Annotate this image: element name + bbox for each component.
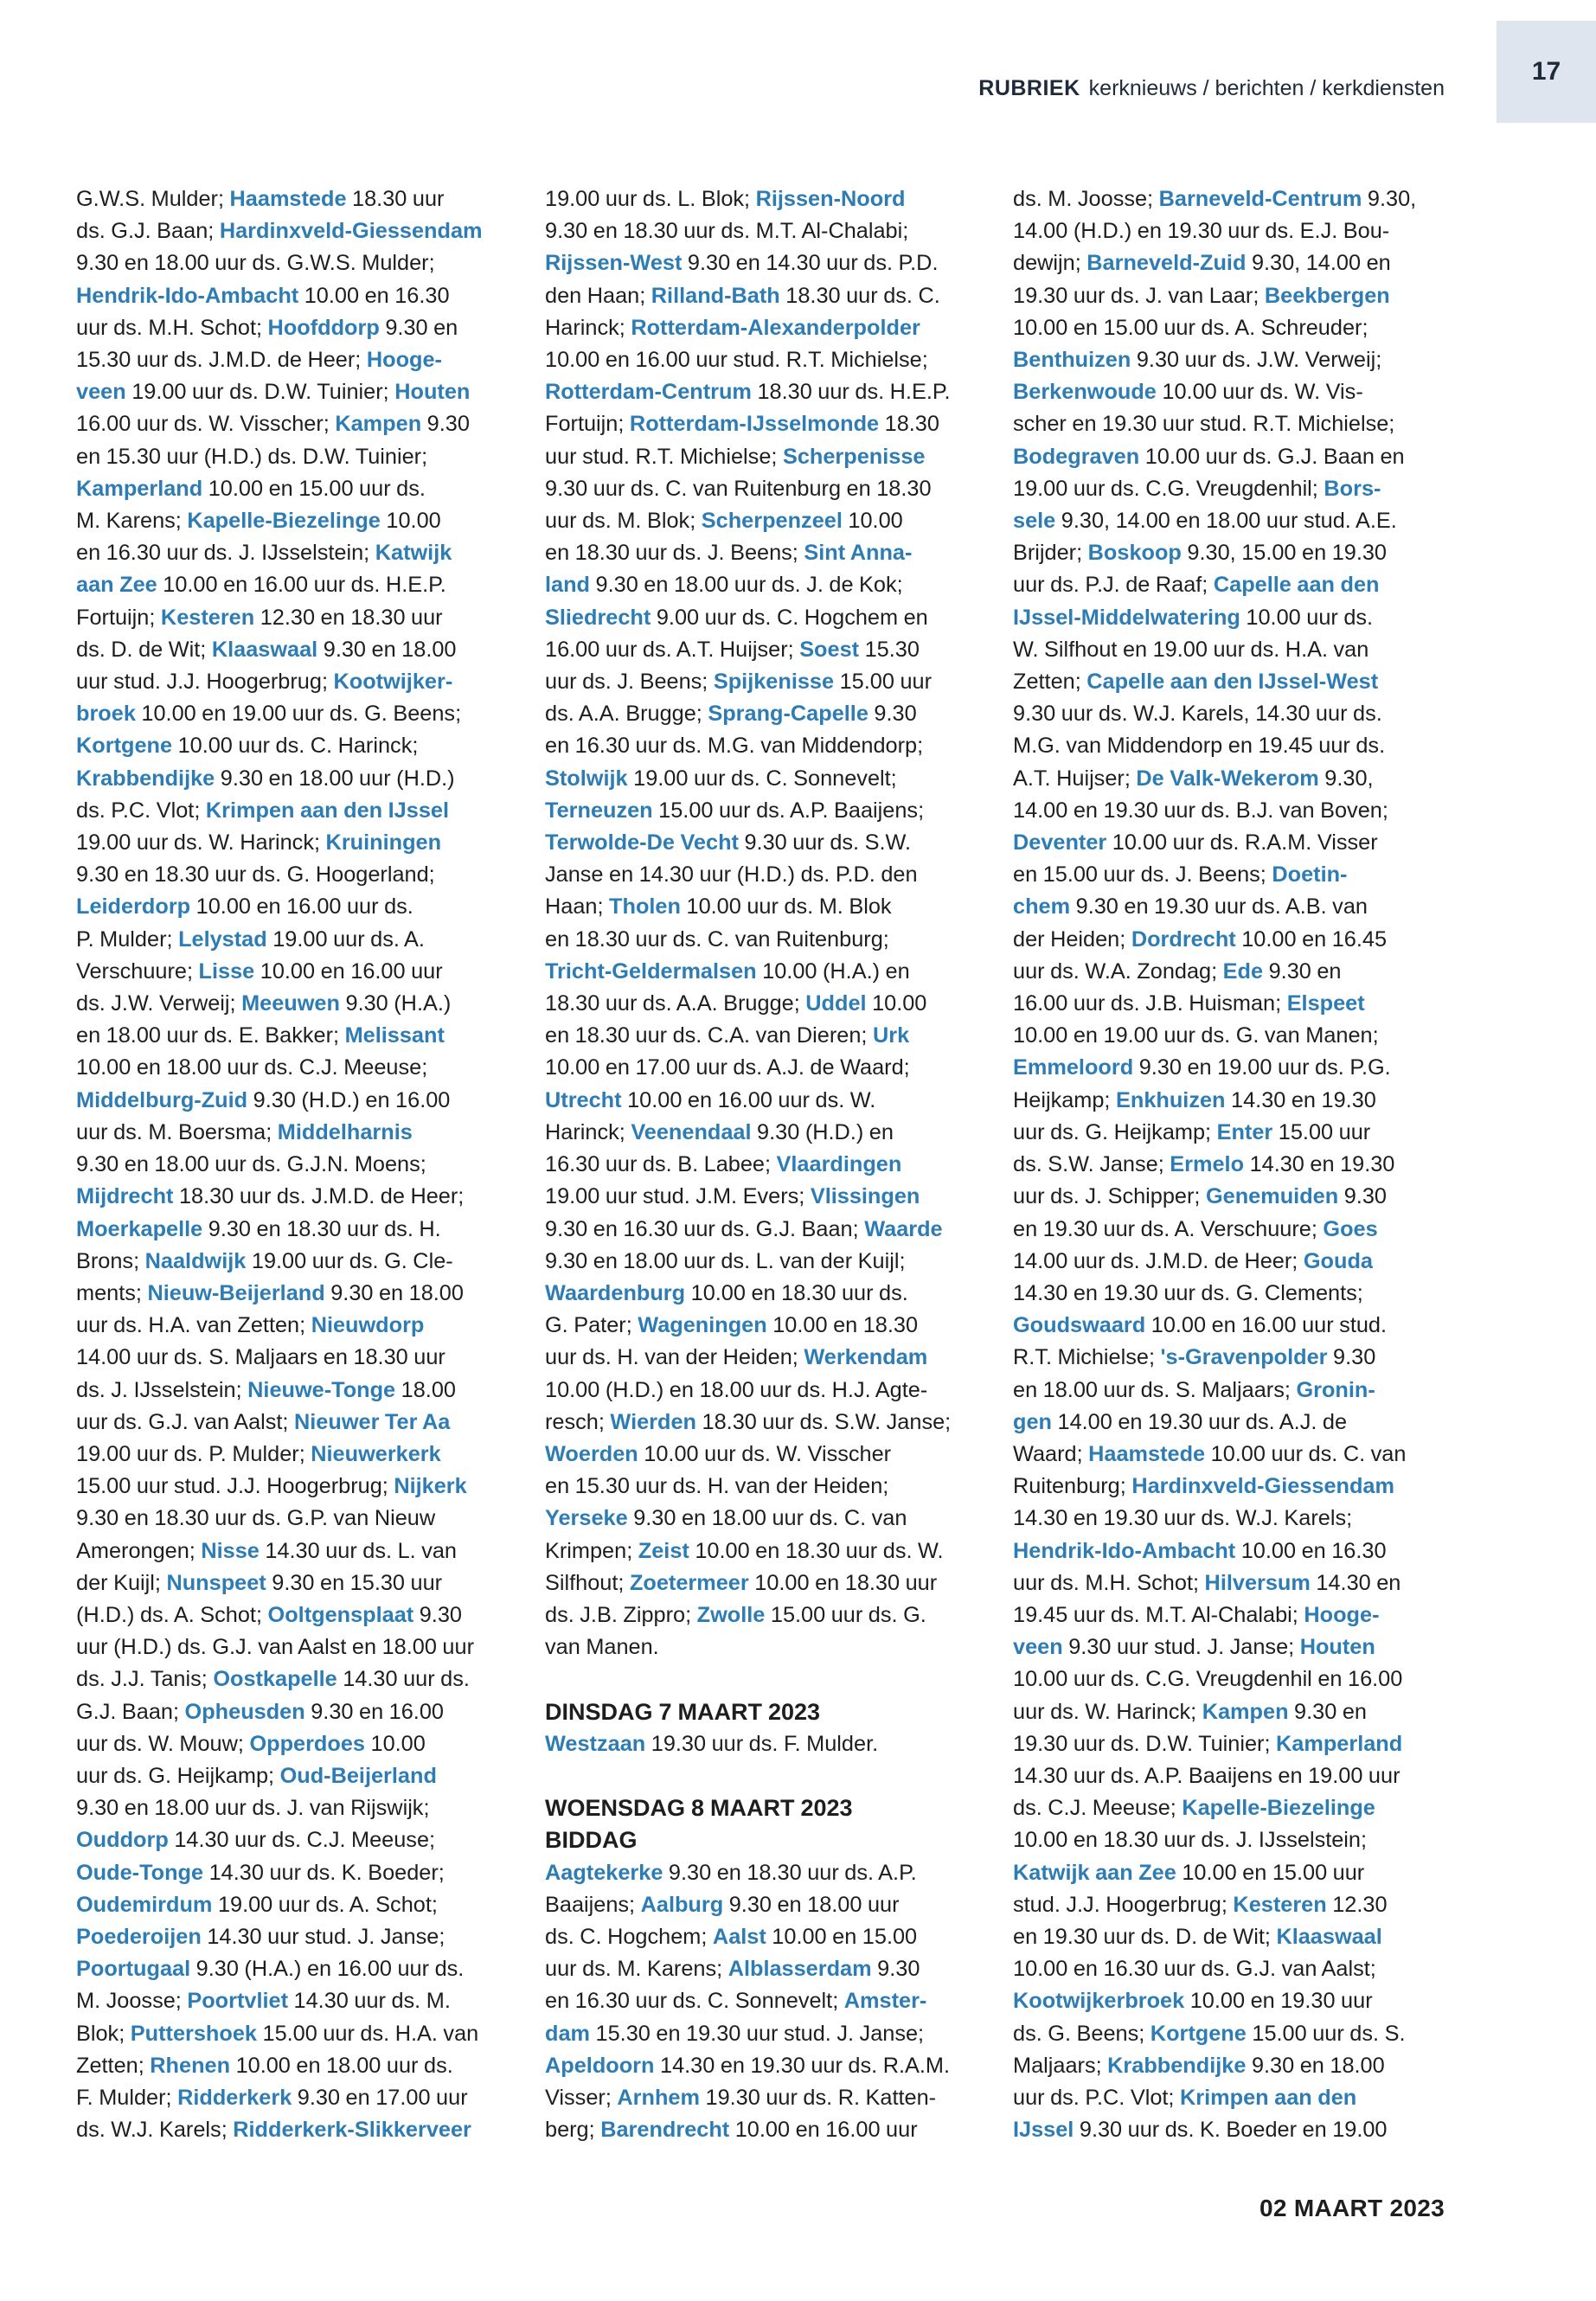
place-name: Lelystad (178, 926, 267, 952)
place-name: Hendrik-Ido-Ambacht (76, 283, 299, 308)
place-name: Krimpen aan den IJssel (205, 798, 449, 823)
place-name: Capelle aan den IJssel-West (1086, 670, 1379, 695)
place-name: Oudemirdum (76, 1892, 213, 1917)
place-name: Terneuzen (545, 798, 653, 823)
place-name: Wierden (610, 1409, 696, 1434)
place-name: Scherpenzeel (701, 509, 843, 534)
place-name: Woerden (545, 1441, 638, 1466)
date-heading: WOENSDAG 8 MAART 2023 BIDDAG (545, 1795, 853, 1854)
place-name: dam (545, 2021, 591, 2046)
place-name: Katwijk (375, 541, 452, 566)
place-name: Kapelle-Biezelinge (187, 509, 381, 534)
place-name: Barendrecht (600, 2118, 730, 2143)
place-name: Bors- (1324, 476, 1381, 501)
place-name: Nieuwer Ter Aa (294, 1409, 451, 1434)
service-listing: Aagtekerke 9.30 en 18.30 uur ds. A.P. Baaijens; Aalburg 9.30 en 18.00 uur ds. C. Hogchem; Aalst 10.00 en 15.00 uur ds. M. Karens; Alblasserdam 9.30 en 16.30 uur ds. C. Sonnevelt; Amster- dam 15.30 en 19.30 uur stud. J. Janse; Apeldoorn 14.30 en 19.30 uur ds. R.A.M. Visser; Arnhem 19.30 uur ds. R. Katten- berg; Barendrecht 10.00 en 16.00 uur (545, 1860, 951, 2143)
column-2 (545, 183, 982, 2146)
place-name: Vlaardingen (776, 1152, 902, 1177)
place-name: Rilland-Bath (651, 283, 780, 308)
place-name: Zwolle (696, 1602, 766, 1627)
place-name: Berkenwoude (1013, 380, 1157, 405)
place-name: Yerseke (545, 1506, 628, 1531)
place-name: Zoetermeer (629, 1570, 749, 1595)
place-name: Elspeet (1286, 991, 1365, 1016)
place-name: Poederoijen (76, 1924, 202, 1949)
place-name: Nunspeet (166, 1570, 266, 1595)
place-name: Leiderdorp (76, 894, 191, 920)
place-name: Waardenburg (545, 1280, 686, 1305)
place-name: Soest (799, 637, 860, 662)
place-name: Hilversum (1204, 1570, 1311, 1595)
place-name: Nieuwe-Tonge (247, 1377, 396, 1402)
place-name: Kruiningen (325, 830, 442, 856)
place-name: Middelharnis (277, 1119, 413, 1144)
place-name: land (545, 573, 591, 598)
place-name: Rijssen-West (545, 251, 683, 276)
place-name: Hardinxveld-Giessendam (219, 219, 483, 244)
place-name: Kampen (1202, 1699, 1289, 1724)
place-name: Melissant (344, 1023, 445, 1048)
place-name: Hendrik-Ido-Ambacht (1013, 1538, 1236, 1563)
place-name: Houten (394, 380, 471, 405)
place-name: Opperdoes (249, 1731, 365, 1756)
place-name: IJssel (1013, 2118, 1074, 2143)
place-name: Amster- (843, 1989, 927, 2014)
place-name: Deventer (1013, 830, 1107, 856)
place-name: Tholen (609, 894, 681, 920)
place-name: Werkendam (804, 1345, 928, 1370)
place-name: Aalburg (640, 1892, 724, 1917)
issue-date: 02 MAART 2023 (1259, 2195, 1445, 2221)
place-name: Scherpenisse (782, 444, 926, 469)
place-name: Zeist (638, 1538, 689, 1563)
place-name: Urk (872, 1023, 910, 1048)
place-name: Sprang-Capelle (708, 702, 869, 727)
place-name: Aagtekerke (545, 1860, 663, 1885)
place-name: Ridderkerk (177, 2085, 292, 2110)
place-name: Ridderkerk-Slikkerveer (233, 2118, 471, 2143)
place-name: Moerkapelle (76, 1216, 203, 1241)
place-name: Houten (1299, 1635, 1375, 1660)
place-name: Ooltgensplaat (267, 1602, 414, 1627)
place-name: Rotterdam-Centrum (545, 380, 752, 405)
place-name: Alblasserdam (727, 1957, 872, 1982)
place-name: veen (1013, 1635, 1063, 1660)
place-name: broek (76, 702, 136, 727)
place-name: Nisse (201, 1538, 260, 1563)
place-name: Puttershoek (130, 2021, 257, 2046)
place-name: Vlissingen (810, 1184, 920, 1209)
place-name: Aalst (712, 1924, 766, 1949)
section-header (978, 76, 1445, 101)
service-listing: G.W.S. Mulder; Haamstede 18.30 uur ds. G.J. Baan; Hardinxveld-Giessendam 9.30 en 18.00 uur ds. G.W.S. Mulder; Hendrik-Ido-Ambacht 10.00 en 16.30 uur ds. M.H. Schot; Hoofddorp 9.30 en 15.30 uur ds. J.M.D. de Heer; Hooge- veen 19.00 uur ds. D.W. Tuinier; Houten 16.00 uur ds. W. Visscher; Kampen 9.30 en 15.30 uur (H.D.) ds. D.W. Tuinier; Kamperland 10.00 en 15.00 uur ds. M. Karens; Kapelle-Biezelinge 10.00 en 16.30 uur ds. J. IJsselstein; Katwijk aan Zee 10.00 en 16.00 uur ds. H.E.P. Fortuijn; Kesteren 12.30 en 18.30 uur ds. D. de Wit; Klaaswaal 9.30 en 18.00 uur stud. J.J. Hoogerbrug; Kootwijker- broek 10.00 en 19.00 uur ds. G. Beens; Kortgene 10.00 uur ds. C. Harinck; Krabbendijke 9.30 en 18.00 uur (H.D.) ds. P.C. Vlot; Krimpen aan den IJssel 19.00 uur ds. W. Harinck; Kruiningen 9.30 en 18.30 uur ds. G. Hoogerland; Leiderdorp 10.00 en 16.00 uur ds. P. Mulder; Lelystad 19.00 uur ds. A. Verschuure; Lisse 10.00 en 16.00 uur ds. J.W. Verweij; Meeuwen 9.30 (H.A.) en 18.00 uur ds. E. Bakker; Melissant 10.00 en 18.00 uur ds. C.J. Meeuse; Middelburg-Zuid 9.30 (H.D.) en 16.00 uur ds. M. Boersma; Middelharnis 9.30 en 18.00 uur ds. G.J.N. Moens; Mijdrecht 18.30 uur ds. J.M.D. de Heer; Moerkapelle 9.30 en 18.30 uur ds. H. Brons; Naaldwijk 19.00 uur ds. G. Cle- ments; Nieuw-Beijerland 9.30 en 18.00 uur ds. H.A. van Zetten; Nieuwdorp 14.00 uur ds. S. Maljaars en 18.30 uur ds. J. IJsselstein; Nieuwe-Tonge 18.00 uur ds. G.J. van Aalst; Nieuwer Ter Aa 19.00 uur ds. P. Mulder; Nieuwerkerk 15.00 uur stud. J.J. Hoogerbrug; Nijkerk 9.30 en 18.30 uur ds. G.P. van Nieuw Amerongen; Nisse 14.30 uur ds. L. van der Kuijl; Nunspeet 9.30 en 15.30 uur (H.D.) ds. A. Schot; Ooltgensplaat 9.30 uur (H.D.) ds. G.J. van Aalst en 18.00 uur ds. J.J. Tanis; Oostkapelle 14.30 uur ds. G.J. Baan; Opheusden 9.30 en 16.00 uur ds. W. Mouw; Opperdoes 10.00 uur ds. G. Heijkamp; Oud-Beijerland 9.30 en 18.00 uur ds. J. van Rijswijk; Ouddorp 14.30 uur ds. C.J. Meeuse; Oude-Tonge 14.30 uur ds. K. Boeder; Oudemirdum 19.00 uur ds. A. Schot; Poederoijen 14.30 uur stud. J. Janse; Poortugaal 9.30 (H.A.) en 16.00 uur ds. M. Joosse; Poortvliet 14.30 uur ds. M. Blok; Puttershoek 15.00 uur ds. H.A. van Zetten; Rhenen 10.00 en 18.00 uur ds. F. Mulder; Ridderkerk 9.30 en 17.00 uur ds. W.J. Karels; Ridderkerk-Slikkerveer (76, 187, 483, 2143)
section-label: RUBRIEK (978, 76, 1080, 100)
place-name: Beekbergen (1264, 283, 1390, 308)
place-name: Naaldwijk (144, 1248, 247, 1273)
place-name: Kesteren (1233, 1892, 1327, 1917)
place-name: Benthuizen (1013, 348, 1131, 373)
place-name: Krabbendijke (76, 766, 215, 791)
place-name: Oud-Beijerland (279, 1763, 437, 1788)
column-3 (1013, 183, 1450, 2146)
place-name: Goudswaard (1013, 1313, 1146, 1338)
place-name: Krimpen aan den (1179, 2085, 1357, 2110)
place-name: Veenendaal (631, 1119, 752, 1144)
place-name: Gouda (1303, 1248, 1373, 1273)
place-name: Utrecht (545, 1087, 622, 1112)
place-name: Nieuwerkerk (311, 1441, 441, 1466)
place-name: Kampen (335, 412, 422, 437)
place-name: Enkhuizen (1116, 1087, 1226, 1112)
place-name: Enter (1216, 1119, 1273, 1144)
place-name: Oostkapelle (213, 1667, 337, 1692)
date-heading: DINSDAG 7 MAART 2023 (545, 1698, 821, 1725)
place-name: gen (1013, 1409, 1052, 1434)
place-name: Emmeloord (1013, 1055, 1134, 1080)
place-name: Ede (1222, 958, 1264, 984)
place-name: Terwolde-De Vecht (545, 830, 739, 856)
place-name: Kootwijker- (333, 670, 453, 695)
service-listing: ds. M. Joosse; Barneveld-Centrum 9.30, 14.00 (H.D.) en 19.30 uur ds. E.J. Bou- dewijn; Barneveld-Zuid 9.30, 14.00 en 19.30 uur ds. J. van Laar; Beekbergen 10.00 en 15.00 uur ds. A. Schreuder; Benthuizen 9.30 uur ds. J.W. Verweij; Berkenwoude 10.00 uur ds. W. Vis- scher en 19.30 uur stud. R.T. Michielse; Bodegraven 10.00 uur ds. G.J. Baan en 19.00 uur ds. C.G. Vreugdenhil; Bors- sele 9.30, 14.00 en 18.00 uur stud. A.E. Brijder; Boskoop 9.30, 15.00 en 19.30 uur ds. P.J. de Raaf; Capelle aan den IJssel-Middelwatering 10.00 uur ds. W. Silfhout en 19.00 uur ds. H.A. van Zetten; Capelle aan den IJssel-West 9.30 uur ds. W.J. Karels, 14.30 uur ds. M.G. van Middendorp en 19.45 uur ds. A.T. Huijser; De Valk-Wekerom 9.30, 14.00 en 19.30 uur ds. B.J. van Boven; Deventer 10.00 uur ds. R.A.M. Visser en 15.00 uur ds. J. Beens; Doetin- chem 9.30 en 19.30 uur ds. A.B. van der Heiden; Dordrecht 10.00 en 16.45 uur ds. W.A. Zondag; Ede 9.30 en 16.00 uur ds. J.B. Huisman; Elspeet 10.00 en 19.00 uur ds. G. van Manen; Emmeloord 9.30 en 19.00 uur ds. P.G. Heijkamp; Enkhuizen 14.30 en 19.30 uur ds. G. Heijkamp; Enter 15.00 uur ds. S.W. Janse; Ermelo 14.30 en 19.30 uur ds. J. Schipper; Genemuiden 9.30 en 19.30 uur ds. A. Verschuure; Goes 14.00 uur ds. J.M.D. de Heer; Gouda 14.30 en 19.30 uur ds. G. Clements; Goudswaard 10.00 en 16.00 uur stud. R.T. Michielse; 's-Gravenpolder 9.30 en 18.00 uur ds. S. Maljaars; Gronin- gen 14.00 en 19.30 uur ds. A.J. de Waard; Haamstede 10.00 uur ds. C. van Ruitenburg; Hardinxveld-Giessendam 14.30 en 19.30 uur ds. W.J. Karels; Hendrik-Ido-Ambacht 10.00 en 16.30 uur ds. M.H. Schot; Hilversum 14.30 en 19.45 uur ds. M.T. Al-Chalabi; Hooge- veen 9.30 uur stud. J. Janse; Houten 10.00 uur ds. C.G. Vreugdenhil en 16.00 uur ds. W. Harinck; Kampen 9.30 en 19.30 uur ds. D.W. Tuinier; Kamperland 14.30 uur ds. A.P. Baaijens en 19.00 uur ds. C.J. Meeuse; Kapelle-Biezelinge 10.00 en 18.30 uur ds. J. IJsselstein; Katwijk aan Zee 10.00 en 15.00 uur stud. J.J. Hoogerbrug; Kesteren 12.30 en 19.30 uur ds. D. de Wit; Klaaswaal 10.00 en 16.30 uur ds. G.J. van Aalst; Kootwijkerbroek 10.00 en 19.30 uur ds. G. Beens; Kortgene 15.00 uur ds. S. Maljaars; Krabbendijke 9.30 en 18.00 uur ds. P.C. Vlot; Krimpen aan den IJssel 9.30 uur ds. K. Boeder en 19.00 (1013, 187, 1417, 2143)
place-name: Oude-Tonge (76, 1860, 204, 1885)
place-name: Rotterdam-IJsselmonde (629, 412, 880, 437)
place-name: Nijkerk (394, 1474, 467, 1499)
place-name: Stolwijk (545, 766, 628, 791)
section-topics: kerknieuws / berichten / kerkdiensten (1088, 76, 1445, 100)
place-name: Tricht-Geldermalsen (545, 958, 757, 984)
place-name: Gronin- (1296, 1377, 1375, 1402)
place-name: Sint Anna- (804, 541, 913, 566)
place-name: Boskoop (1087, 541, 1182, 566)
page-number: 17 (1531, 57, 1561, 86)
place-name: Sliedrecht (545, 605, 651, 630)
place-name: Barneveld-Centrum (1158, 187, 1362, 211)
place-name: 's-Gravenpolder (1160, 1345, 1328, 1370)
place-name: IJssel-Middelwatering (1013, 605, 1240, 630)
place-name: aan Zee (76, 573, 157, 598)
place-name: Westzaan (545, 1731, 646, 1756)
column-1 (76, 183, 513, 2146)
place-name: Ouddorp (76, 1828, 169, 1853)
service-listing: Westzaan 19.30 uur ds. F. Mulder. (545, 1731, 879, 1756)
place-name: Spijkenisse (713, 670, 835, 695)
place-name: Haamstede (1088, 1441, 1206, 1466)
place-name: Mijdrecht (76, 1184, 174, 1209)
place-name: Klaaswaal (211, 637, 318, 662)
place-name: Rijssen-Noord (755, 187, 906, 211)
place-name: Apeldoorn (545, 2053, 655, 2078)
place-name: Kootwijkerbroek (1013, 1989, 1185, 2014)
place-name: Kapelle-Biezelinge (1182, 1796, 1375, 1821)
place-name: Goes (1323, 1216, 1378, 1241)
place-name: sele (1013, 509, 1056, 534)
place-name: Klaaswaal (1276, 1924, 1382, 1949)
service-listing: 19.00 uur ds. L. Blok; Rijssen-Noord 9.30 en 18.30 uur ds. M.T. Al-Chalabi; Rijssen-West 9.30 en 14.30 uur ds. P.D. den Haan; Rilland-Bath 18.30 uur ds. C. Harinck; Rotterdam-Alexanderpolder 10.00 en 16.00 uur stud. R.T. Michielse; Rotterdam-Centrum 18.30 uur ds. H.E.P. Fortuijn; Rotterdam-IJsselmonde 18.30 uur stud. R.T. Michielse; Scherpenisse 9.30 uur ds. C. van Ruitenburg en 18.30 uur ds. M. Blok; Scherpenzeel 10.00 en 18.30 uur ds. J. Beens; Sint Anna- land 9.30 en 18.00 uur ds. J. de Kok; Sliedrecht 9.00 uur ds. C. Hogchem en 16.00 uur ds. A.T. Huijser; Soest 15.30 uur ds. J. Beens; Spijkenisse 15.00 uur ds. A.A. Brugge; Sprang-Capelle 9.30 en 16.30 uur ds. M.G. van Middendorp; Stolwijk 19.00 uur ds. C. Sonnevelt; Terneuzen 15.00 uur ds. A.P. Baaijens; Terwolde-De Vecht 9.30 uur ds. S.W. Janse en 14.30 uur (H.D.) ds. P.D. den Haan; Tholen 10.00 uur ds. M. Blok en 18.30 uur ds. C. van Ruitenburg; Tricht-Geldermalsen 10.00 (H.A.) en 18.30 uur ds. A.A. Brugge; Uddel 10.00 en 18.30 uur ds. C.A. van Dieren; Urk 10.00 en 17.00 uur ds. A.J. de Waard; Utrecht 10.00 en 16.00 uur ds. W. Harinck; Veenendaal 9.30 (H.D.) en 16.30 uur ds. B. Labee; Vlaardingen 19.00 uur stud. J.M. Evers; Vlissingen 9.30 en 16.30 uur ds. G.J. Baan; Waarde 9.30 en 18.00 uur ds. L. van der Kuijl; Waardenburg 10.00 en 18.30 uur ds. G. Pater; Wageningen 10.00 en 18.30 uur ds. H. van der Heiden; Werkendam 10.00 (H.D.) en 18.00 uur ds. H.J. Agte- resch; Wierden 18.30 uur ds. S.W. Janse; Woerden 10.00 uur ds. W. Visscher en 15.30 uur ds. H. van der Heiden; Yerseke 9.30 en 18.00 uur ds. C. van Krimpen; Zeist 10.00 en 18.30 uur ds. W. Silfhout; Zoetermeer 10.00 en 18.30 uur ds. J.B. Zippro; Zwolle 15.00 uur ds. G. van Manen. (545, 187, 952, 1660)
place-name: Kortgene (76, 734, 173, 759)
place-name: Poortugaal (76, 1957, 191, 1982)
place-name: Rhenen (150, 2053, 231, 2078)
place-name: Arnhem (617, 2085, 700, 2110)
place-name: Genemuiden (1205, 1184, 1339, 1209)
place-name: Kamperland (1276, 1731, 1403, 1756)
place-name: Lisse (198, 958, 255, 984)
place-name: Doetin- (1272, 862, 1348, 888)
place-name: Krabbendijke (1107, 2053, 1247, 2078)
place-name: Hoofddorp (267, 315, 380, 340)
place-name: Rotterdam-Alexanderpolder (631, 315, 920, 340)
place-name: Meeuwen (241, 991, 340, 1016)
place-name: Wageningen (638, 1313, 767, 1338)
place-name: Kortgene (1150, 2021, 1247, 2046)
place-name: Haamstede (229, 187, 347, 211)
place-name: Ermelo (1170, 1152, 1245, 1177)
place-name: Katwijk aan Zee (1013, 1860, 1176, 1885)
place-name: Poortvliet (187, 1989, 289, 2014)
place-name: Hardinxveld-Giessendam (1131, 1474, 1394, 1499)
place-name: Uddel (805, 991, 867, 1016)
place-name: Nieuwdorp (311, 1313, 425, 1338)
place-name: Hooge- (1304, 1602, 1380, 1627)
place-name: Capelle aan den (1213, 573, 1380, 598)
place-name: Dordrecht (1131, 926, 1236, 952)
place-name: Barneveld-Zuid (1086, 251, 1247, 276)
place-name: Middelburg-Zuid (76, 1087, 248, 1112)
place-name: chem (1013, 894, 1071, 920)
place-name: Bodegraven (1013, 444, 1140, 469)
place-name: Hooge- (366, 348, 442, 373)
place-name: veen (76, 380, 126, 405)
place-name: Kamperland (76, 476, 203, 501)
page-number-tab (1497, 21, 1596, 123)
place-name: De Valk-Wekerom (1136, 766, 1319, 791)
place-name: Waarde (864, 1216, 943, 1241)
place-name: Nieuw-Beijerland (147, 1280, 325, 1305)
place-name: Kesteren (160, 605, 255, 630)
place-name: Opheusden (184, 1699, 305, 1724)
